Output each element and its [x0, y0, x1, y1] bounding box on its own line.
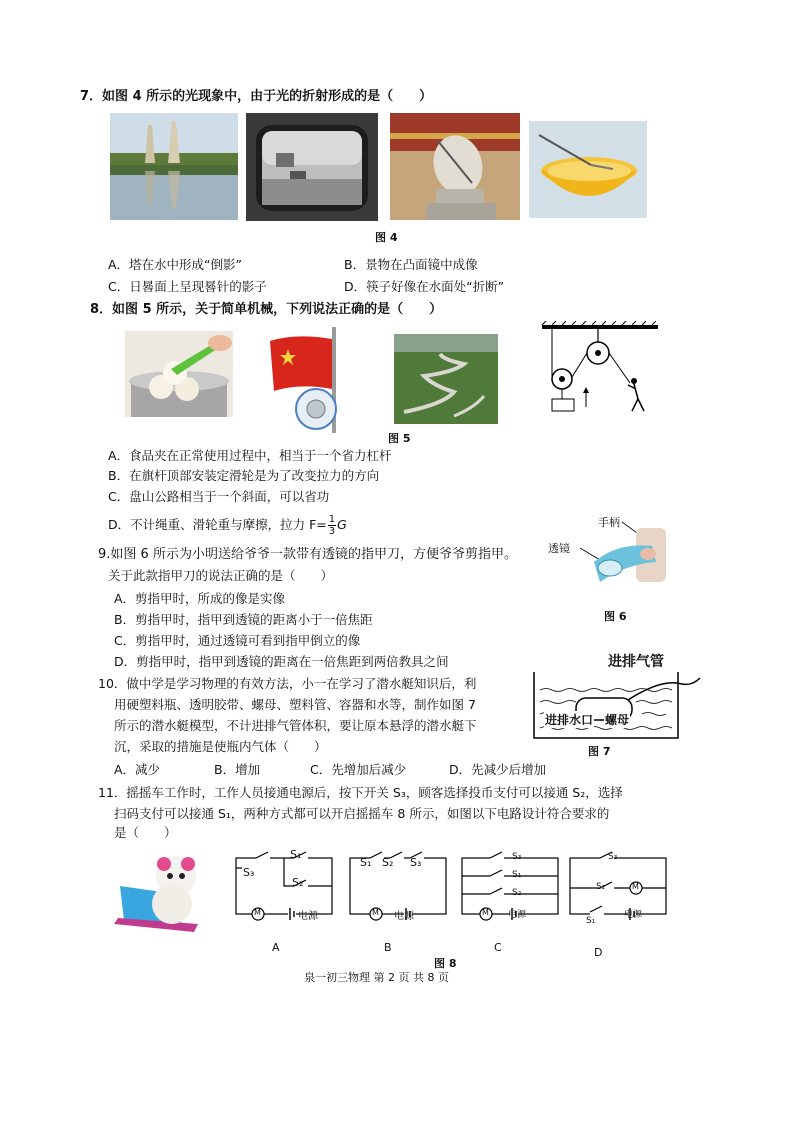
- q10-option-b: B．增加: [214, 762, 261, 777]
- q10-stem-line2: 用硬塑料瓶、透明胶带、螺母、塑料管、容器和水等，制作如图 7: [114, 697, 476, 712]
- q8-diagram-pulley-system: [538, 321, 662, 415]
- q9-label-lens: 透镜: [548, 542, 570, 555]
- q8-option-c: C．盘山公路相当于一个斜面，可以省功: [108, 489, 330, 504]
- q10-option-c: C．先增加后减少: [310, 762, 407, 777]
- circuit-a-motor-label: M: [254, 908, 261, 917]
- circuit-b-power-label: 电源: [394, 911, 414, 922]
- q10-label-inlet: 进排水口: [545, 713, 594, 727]
- circuit-c-s2-label: S₂: [512, 888, 522, 898]
- circuit-c-power-label: 电源: [508, 910, 527, 920]
- q9-option-a: A．剪指甲时，所成的像是实像: [114, 591, 286, 606]
- q10-option-d: D．先减少后增加: [449, 762, 547, 777]
- q8-frac-den: 3: [328, 526, 336, 537]
- q7-option-d: D．筷子好像在水面处“折断”: [344, 279, 505, 294]
- q7-option-a: A．塔在水中形成“倒影”: [108, 257, 243, 272]
- q7-option-b: B．景物在凸面镜中成像: [344, 257, 478, 272]
- q9-option-d: D．剪指甲时，指甲到透镜的距离在一倍焦距到两倍教具之间: [114, 654, 449, 669]
- q8-frac-num: 1: [328, 514, 336, 525]
- q10-stem-line4: 沉，采取的措施是使瓶内气体（ ）: [114, 739, 327, 754]
- circuit-a-s1-label: S₁: [290, 848, 302, 861]
- q8-option-d: [108, 514, 347, 537]
- circuit-b-s2-label: S₂: [382, 856, 394, 869]
- q11-photo-rocking-car: [110, 846, 212, 938]
- q9-figure-caption: 图 6: [604, 610, 627, 623]
- q7-photo-chopsticks-bowl: [529, 121, 647, 218]
- q11-stem-line2: 扫码支付可以接通 S₁，两种方式都可以开启摇摇车 8 所示，如图以下电路设计符合要求的: [114, 806, 610, 821]
- circuit-b-caption: B: [384, 941, 392, 954]
- circuit-b-s3-label: S₃: [410, 856, 422, 869]
- q10-figure-caption: 图 7: [588, 745, 611, 758]
- page-footer: 泉一初三物理 第 2 页 共 8 页: [304, 971, 449, 984]
- circuit-b-s1-label: S₁: [360, 856, 372, 869]
- circuit-d-caption: D: [594, 946, 603, 959]
- q8-photo-food-tongs: [125, 331, 233, 417]
- q10-stem-line1: 10．做中学是学习物理的有效方法，小一在学习了潜水艇知识后，利: [98, 676, 477, 691]
- circuit-c-s3-label: S₃: [512, 852, 522, 862]
- q9-stem-line1: 9.如图 6 所示为小明送给爷爷一款带有透镜的指甲刀，方便爷爷剪指甲。: [98, 547, 517, 562]
- q10-label-pipe: 进排气管: [608, 654, 664, 670]
- q10-diagram-submarine: [532, 668, 702, 740]
- circuit-d-motor-label: M: [632, 882, 639, 891]
- q8-option-d-fraction: [328, 514, 336, 537]
- q9-option-b: B．剪指甲时，指甲到透镜的距离小于一倍焦距: [114, 612, 373, 627]
- q9-photo-nail-clipper: [578, 518, 668, 600]
- circuit-a-caption: A: [272, 941, 280, 954]
- circuit-d: [570, 858, 666, 914]
- q9-option-c: C．剪指甲时，通过透镜可看到指甲倒立的像: [114, 633, 361, 648]
- q9-label-handle: 手柄: [598, 516, 620, 529]
- q8-option-a: A．食品夹在正常使用过程中，相当于一个省力杠杆: [108, 448, 392, 463]
- circuit-d-power-label: 电源: [624, 910, 643, 920]
- q11-stem-line1: 11．摇摇车工作时，工作人员接通电源后，按下开关 S₃，顾客选择投币支付可以接通 S₂，选择: [98, 785, 623, 800]
- q8-option-d-prefix: D．不计绳重、滑轮重与摩擦，拉力 F=: [108, 517, 327, 532]
- circuit-b-motor-label: M: [372, 908, 379, 917]
- q11-figure-caption: 图 8: [434, 957, 457, 970]
- circuit-a-power-label: 电源: [298, 911, 318, 922]
- circuit-a-s3-label: S₃: [243, 866, 255, 879]
- q8-photo-flag-pulley: [266, 327, 346, 433]
- circuit-d-s2-label: S₂: [596, 882, 606, 892]
- q7-option-c: C．日晷面上呈现晷针的影子: [108, 279, 267, 294]
- circuit-d-s1-label: S₁: [586, 916, 596, 926]
- circuit-c-s1-label: S₁: [512, 870, 522, 880]
- q10-stem-line3: 所示的潜水艇模型，不计进排气管体积，要让原本悬浮的潜水艇下: [114, 718, 477, 733]
- circuit-d-s3-label: S₃: [608, 852, 618, 862]
- q8-photo-mountain-road: [394, 334, 498, 424]
- q8-stem: 8．如图 5 所示，关于简单机械，下列说法正确的是（ ）: [90, 302, 443, 317]
- q7-photo-pagoda-reflection: [110, 113, 238, 220]
- q9-stem-line2: 关于此款指甲刀的说法正确的是（ ）: [108, 568, 334, 583]
- q7-figure-caption: 图 4: [375, 231, 398, 244]
- circuit-a-s2-label: S₂: [292, 876, 304, 889]
- circuit-c: [462, 858, 558, 914]
- q10-label-nut: 螺母: [605, 713, 630, 727]
- q11-stem-line3: 是（ ）: [114, 825, 177, 840]
- q8-option-d-suffix: G: [337, 517, 347, 532]
- q8-figure-caption: 图 5: [388, 432, 411, 445]
- circuit-c-caption: C: [494, 941, 502, 954]
- q8-option-b: B．在旗杆顶部安装定滑轮是为了改变拉力的方向: [108, 468, 380, 483]
- q7-photo-convex-mirror: [246, 113, 378, 221]
- q10-option-a: A．减少: [114, 762, 161, 777]
- q7-photo-sundial: [390, 113, 520, 220]
- circuit-c-motor-label: M: [482, 908, 489, 917]
- q7-stem: 7．如图 4 所示的光现象中，由于光的折射形成的是（ ）: [80, 89, 433, 104]
